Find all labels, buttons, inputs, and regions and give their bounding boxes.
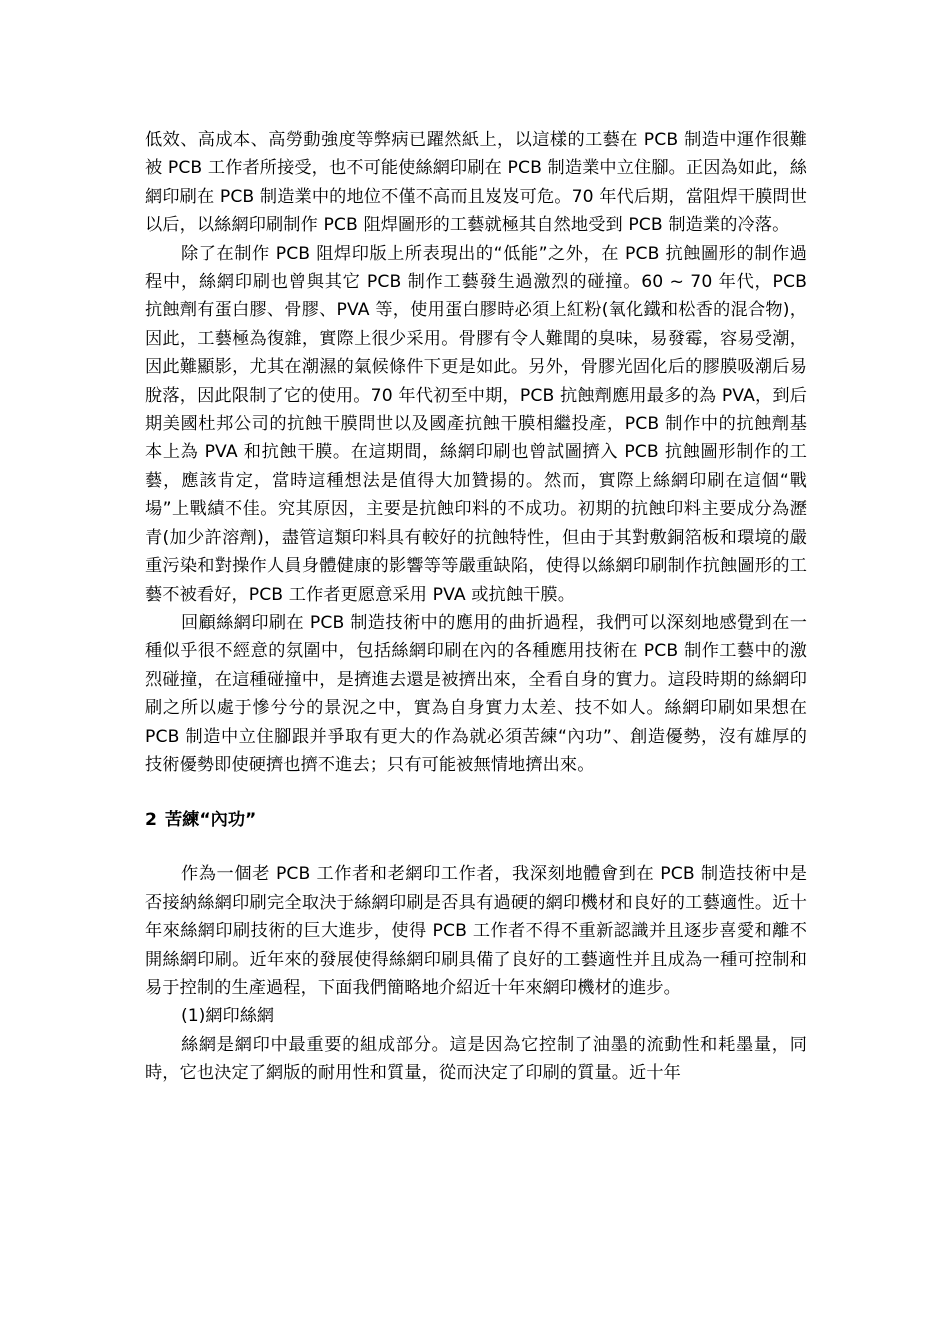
section-number: 2 bbox=[145, 810, 157, 831]
paragraph-3: 回顧絲網印刷在 PCB 制造技術中的應用的曲折過程，我們可以深刻地感覺到在一種似乎很不經意的氛圍中，包括絲網印刷在內的各種應用技術在 PCB 制作工藝中的激烈碰撞，在這種碰撞中，是擠進去還是被擠出來，全看自身的實力。這段時期的絲網印刷之所以處于慘兮兮的景況之中，實為自身實力太差、技不如人。絲網印刷如果想在 PCB 制造中立住腳跟并爭取有更大的作為就必須苦練“內功”、創造優勢，沒有雄厚的技術優勢即使硬擠也擠不進去；只有可能被無情地擠出來。 bbox=[145, 612, 807, 775]
paragraph-4: 作為一個老 PCB 工作者和老網印工作者，我深刻地體會到在 PCB 制造技術中是否接納絲網印刷完全取決于絲網印刷是否具有過硬的網印機材和良好的工藝適性。近十年來絲網印刷技術的巨大進步，使得 PCB 工作者不得不重新認識并且逐步喜愛和離不開絲網印刷。近年來的發展使得絲網印刷具備了良好的工藝適性并且成為一種可控制和易于控制的生產過程，下面我們簡略地介紹近十年來網印機材的進步。 bbox=[145, 864, 807, 998]
paragraph-2: 除了在制作 PCB 阻焊印版上所表現出的“低能”之外，在 PCB 抗蝕圖形的制作過程中，絲網印刷也曾與其它 PCB 制作工藝發生過激烈的碰撞。60 ~ 70 年代，PCB 抗蝕劑有蛋白膠、骨膠、PVA 等，使用蛋白膠時必須上紅粉(氧化鐵和松香的混合物)，因此，工藝極為復雜，實際上很少采用。骨膠有令人難聞的臭味，易發霉，容易受潮，因此難顯影，尤其在潮濕的氣候條件下更是如此。另外，骨膠光固化后的膠膜吸潮后易脫落，因此限制了它的使用。70 年代初至中期，PCB 抗蝕劑應用最多的為 PVA，到后期美國杜邦公司的抗蝕干膜問世以及國產抗蝕干膜相繼投產，PCB 制作中的抗蝕劑基本上為 PVA 和抗蝕干膜。在這期間，絲網印刷也曾試圖擠入 PCB 抗蝕圖形制作的工藝，應該肯定，當時這種想法是值得大加贊揚的。然而，實際上絲網印刷在這個“戰場”上戰績不佳。究其原因，主要是抗蝕印料的不成功。初期的抗蝕印料主要成分為瀝青(加少許溶劑)，盡管這類印料具有較好的抗蝕特性，但由于其對敷銅箔板和環境的嚴重污染和對操作人員身體健康的影響等等嚴重缺陷，使得以絲網印刷制作抗蝕圖形的工藝不被看好，PCB 工作者更愿意采用 PVA 或抗蝕干膜。 bbox=[145, 243, 807, 605]
section-heading bbox=[145, 806, 807, 834]
subsection-heading: (1)網印絲網 bbox=[181, 1006, 275, 1027]
paragraph-1: 低效、高成本、高勞動強度等弊病已躍然紙上，以這樣的工藝在 PCB 制造中運作很難被 PCB 工作者所接受，也不可能使絲網印刷在 PCB 制造業中立住腳。正因為如此，絲網印刷在 PCB 制造業中的地位不僅不高而且岌岌可危。70 年代后期，當阻焊干膜問世以后，以絲網印刷制作 PCB 阻焊圖形的工藝就極其自然地受到 PCB 制造業的冷落。 bbox=[145, 130, 807, 236]
document-page bbox=[145, 126, 807, 1088]
paragraph-5: 絲網是網印中最重要的組成部分。這是因為它控制了油墨的流動性和耗墨量，同時，它也決定了網版的耐用性和質量，從而決定了印刷的質量。近十年 bbox=[145, 1034, 807, 1084]
section-title: 苦練“內功” bbox=[164, 810, 257, 831]
